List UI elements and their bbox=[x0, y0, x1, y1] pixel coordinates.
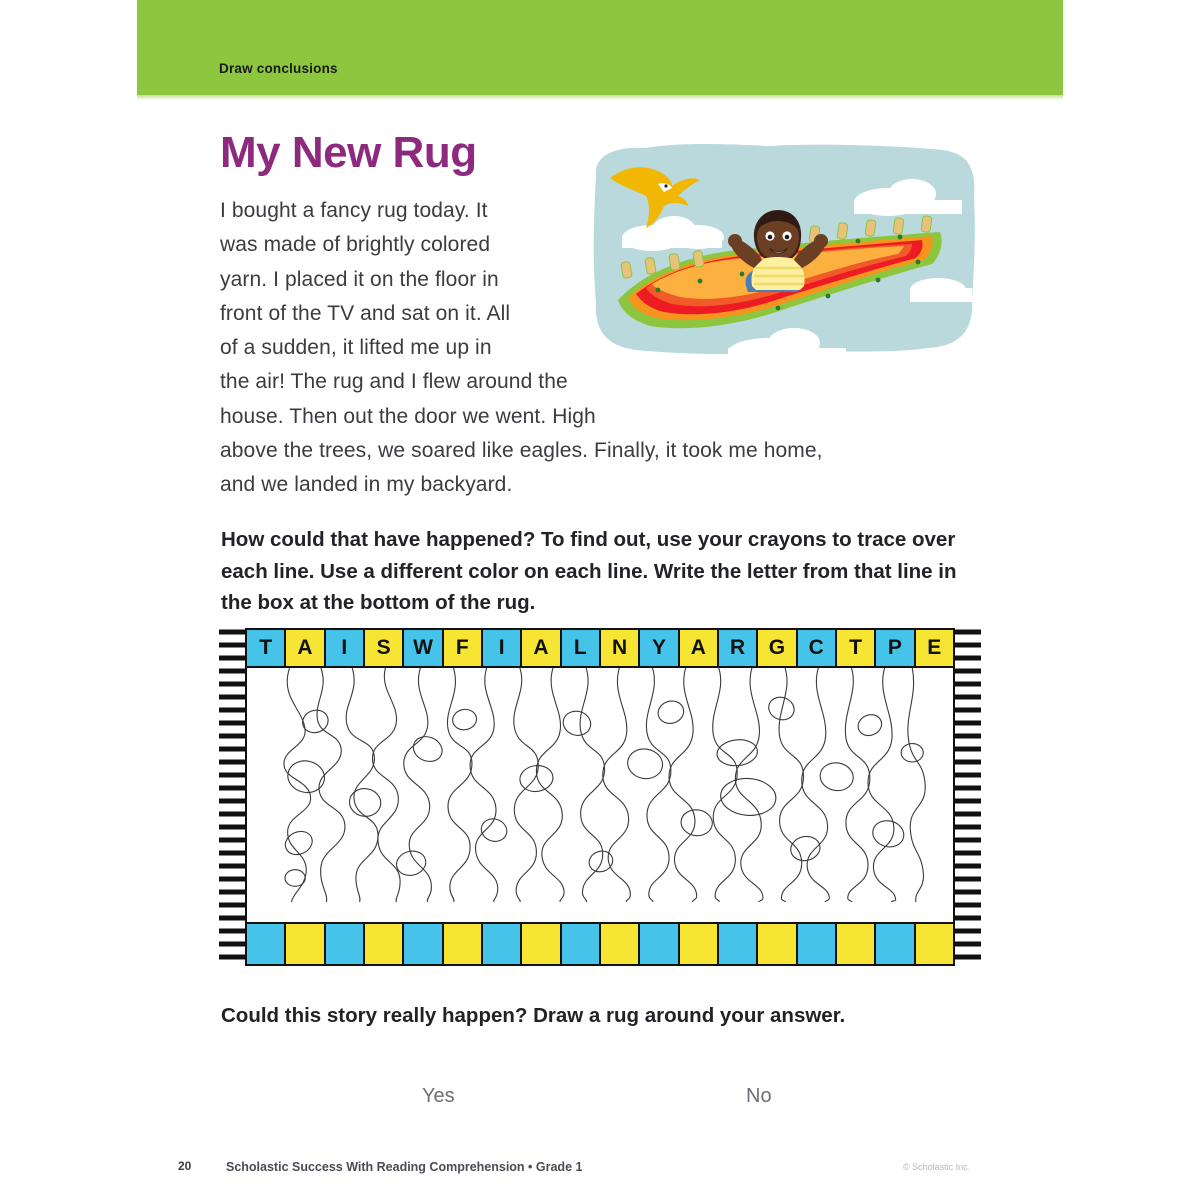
answer-cell[interactable] bbox=[562, 924, 601, 964]
story-body bbox=[220, 194, 980, 503]
letter-cell: W bbox=[404, 630, 443, 666]
letter-cell: N bbox=[601, 630, 640, 666]
answer-cell[interactable] bbox=[326, 924, 365, 964]
rug-fringe-left bbox=[219, 628, 245, 966]
letter-cell: C bbox=[798, 630, 837, 666]
letter-cell: A bbox=[286, 630, 325, 666]
letter-cell: T bbox=[837, 630, 876, 666]
answer-cell[interactable] bbox=[798, 924, 837, 964]
skill-label: Draw conclusions bbox=[219, 61, 338, 76]
story-line: and we landed in my backyard. bbox=[220, 473, 513, 497]
rug-fringe-right bbox=[955, 628, 981, 966]
story-line: above the trees, we soared like eagles. Finally, it took me home, bbox=[220, 439, 823, 463]
rug-body bbox=[245, 628, 955, 966]
letter-cell: E bbox=[916, 630, 953, 666]
letter-cell: R bbox=[719, 630, 758, 666]
answer-cell[interactable] bbox=[680, 924, 719, 964]
letter-cell: P bbox=[876, 630, 915, 666]
answer-cell[interactable] bbox=[640, 924, 679, 964]
answer-cell[interactable] bbox=[758, 924, 797, 964]
letter-cell: T bbox=[247, 630, 286, 666]
answer-cell[interactable] bbox=[837, 924, 876, 964]
answer-cell[interactable] bbox=[365, 924, 404, 964]
answer-cell[interactable] bbox=[444, 924, 483, 964]
answer-cell[interactable] bbox=[719, 924, 758, 964]
letter-cell: S bbox=[365, 630, 404, 666]
answer-cell[interactable] bbox=[601, 924, 640, 964]
story-line: I bought a fancy rug today. It bbox=[220, 199, 488, 222]
answer-cell[interactable] bbox=[876, 924, 915, 964]
letter-row bbox=[247, 628, 953, 668]
page-title: My New Rug bbox=[220, 128, 477, 177]
story-line: yarn. I placed it on the floor in bbox=[220, 267, 499, 291]
footer-page-number: 20 bbox=[178, 1159, 192, 1173]
yarn-maze bbox=[273, 668, 927, 902]
answer-cell[interactable] bbox=[247, 924, 286, 964]
footer-book-title: Scholastic Success With Reading Comprehension • Grade 1 bbox=[226, 1160, 583, 1174]
letter-cell: I bbox=[326, 630, 365, 666]
rug-puzzle[interactable] bbox=[219, 628, 981, 966]
answer-cell[interactable] bbox=[404, 924, 443, 964]
answer-cell[interactable] bbox=[286, 924, 325, 964]
answer-cell[interactable] bbox=[522, 924, 561, 964]
final-question: Could this story really happen? Draw a rug around your answer. bbox=[221, 1004, 846, 1027]
instructions-text: How could that have happened? To find out, use your crayons to trace over each line. Use a different color on each line. Write the letter from that line in the box at the bottom of the rug. bbox=[221, 528, 957, 614]
header-band-shadow bbox=[137, 95, 1063, 100]
letter-cell: I bbox=[483, 630, 522, 666]
story-line: of a sudden, it lifted me up in bbox=[220, 336, 492, 360]
header-green-band bbox=[137, 0, 1063, 95]
answer-cell[interactable] bbox=[916, 924, 953, 964]
answer-cell[interactable] bbox=[483, 924, 522, 964]
story-line: the air! The rug and I flew around the bbox=[220, 370, 568, 394]
story-line: front of the TV and sat on it. All bbox=[220, 301, 511, 325]
answer-option-yes[interactable]: Yes bbox=[422, 1085, 455, 1107]
letter-cell: A bbox=[522, 630, 561, 666]
story-line: house. Then out the door we went. High bbox=[220, 404, 596, 428]
letter-cell: F bbox=[444, 630, 483, 666]
letter-cell: Y bbox=[640, 630, 679, 666]
answer-row[interactable] bbox=[247, 922, 953, 966]
letter-cell: G bbox=[758, 630, 797, 666]
letter-cell: A bbox=[680, 630, 719, 666]
story-line: was made of brightly colored bbox=[220, 233, 491, 257]
footer-copyright: © Scholastic Inc. bbox=[903, 1162, 971, 1172]
letter-cell: L bbox=[562, 630, 601, 666]
answer-option-no[interactable]: No bbox=[746, 1085, 772, 1107]
